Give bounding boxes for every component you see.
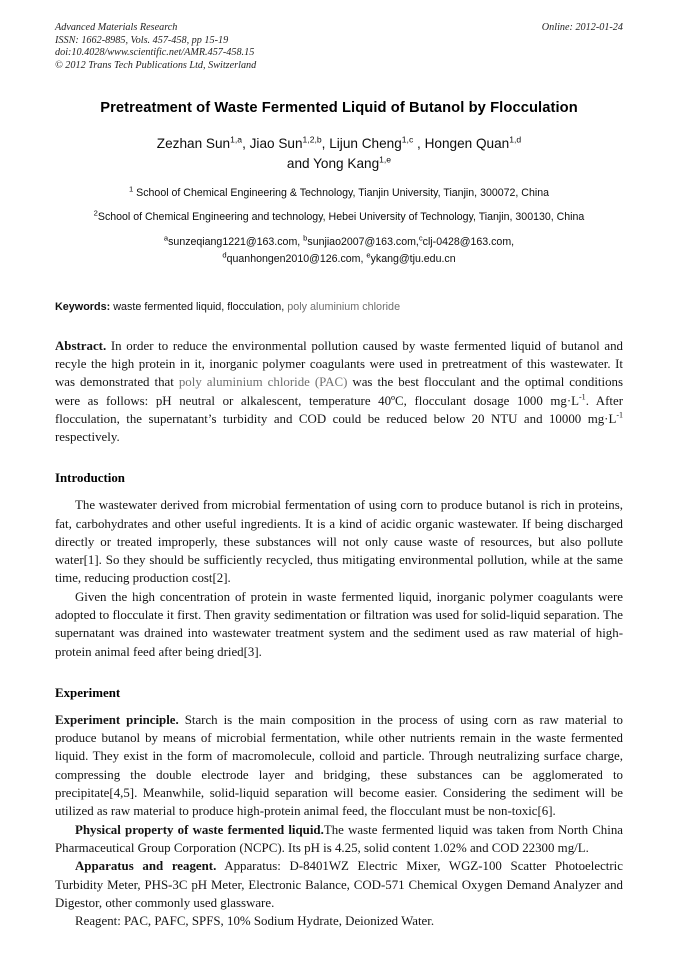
email-address[interactable]: clj-0428@163.com, [422, 236, 515, 248]
email-block [55, 234, 623, 268]
section-heading-introduction: Introduction [55, 471, 125, 486]
reagent-paragraph: Reagent: PAC, PAFC, SPFS, 10% Sodium Hydrate, Deionized Water. [75, 914, 435, 929]
apparatus-paragraph [55, 857, 623, 912]
author-entry: Jiao Sun$^{1,2,b}$, [249, 134, 330, 151]
experiment-principle-text: Starch is the main composition in the process of using corn as raw material to produce butanol by means of microbial fermentation, while other nutrients remain in the waste fermented liquid. They exist in the form of macromolecule, colloid and particle. Through neutralizing surface charge, compressing the double electrode layer and bridging, these substances can be agglomerated to precipitate[4,5]. Meanwhile, solid-liquid separation will become easier. Considering the sediment will be utilized as raw material to produce high-protein animal feed, the flocculant must be non-toxic[6]. [55, 712, 623, 819]
abstract-label: Abstract. [55, 339, 107, 353]
author-list [55, 134, 623, 174]
abstract-superscript-1: -1 [579, 392, 586, 402]
email-marker: e [366, 250, 371, 260]
email-address[interactable]: sunzeqiang1221@163.com, [168, 236, 304, 248]
abstract-text-1: In order to reduce the environmental pollution caused by waste fermented liquid of butanol and recyle the high protein in it, inorganic polymer coagulants were used in pretreatment of this wastewater. It was demonstrated that [55, 339, 623, 390]
email-address[interactable]: sunjiao2007@163.com, [307, 236, 419, 248]
email-marker: d [222, 250, 227, 260]
apparatus-lead: Apparatus and reagent. [75, 859, 217, 874]
abstract-text-2: was the best flocculant and the optimal conditions were as follows: pH neutral or alkalescent, temperature 40ºC, flocculant dosage 1000 mg·L [55, 375, 623, 408]
author-affil-marker: 1,e [379, 154, 392, 165]
abstract-text-3: . After flocculation, the supernatant’s turbidity and COD could be reduced below 20 NTU and 10000 mg·L [55, 393, 623, 426]
affiliation-marker: 2 [93, 208, 98, 218]
author-entry: Zezhan Sun$^{1,a}$, [156, 134, 250, 151]
abstract [55, 337, 623, 446]
introduction-paragraph-1: The wastewater derived from microbial fermentation of using corn to produce butanol is rich in proteins, fat, carbohydrates and other useful ingredients. It is a kind of acidic organic wastewater. If being discharged directly or treated improperly, these substances will not only cause waste of resources, but also pollute water[1]. So they should be sufficiently recycled, thus mitigating environmental pollution, while at the same time, reducing production cost[2]. [55, 498, 623, 586]
email-line-2 [55, 251, 623, 268]
email-address[interactable]: ykang@tju.edu.cn [370, 253, 456, 265]
email-marker: c [418, 233, 423, 243]
author-affil-marker: 1,2,b [302, 134, 322, 145]
affiliation-1: $^1$ School of Chemical Engineering & Technology, Tianjin University, Tianjin, 300072, China [129, 184, 549, 199]
author-entry: Hongen Quan$^{1,d}$ [424, 134, 522, 151]
author-affil-marker: 1,c [401, 134, 414, 145]
abstract-text-4: respectively. [55, 430, 120, 445]
apparatus-text: Apparatus: D-8401WZ Electric Mixer, WGZ-100 Scatter Photoelectric Turbidity Meter, PHS-3C pH Meter, Electronic Balance, COD-571 Chemical Oxygen Demand Analyzer and Digestor, other commonly used glassware. [55, 859, 623, 910]
masthead [55, 22, 623, 78]
copyright-line: © 2012 Trans Tech Publications Ltd, Switzerland [55, 59, 257, 71]
author-affil-marker: 1,a [230, 134, 243, 145]
keywords-label: Keywords: [55, 301, 111, 313]
doi-line: doi:10.4028/www.scientific.net/AMR.457-458.15 [55, 47, 255, 59]
email-marker: b [303, 233, 308, 243]
experiment-principle-lead: Experiment principle. [55, 712, 179, 727]
author-affil-marker: 1,d [509, 134, 522, 145]
affiliation-block [55, 186, 623, 225]
journal-name: Advanced Materials Research [55, 22, 178, 33]
author-entry: Lijun Cheng$^{1,c}$ , [329, 134, 425, 151]
abstract-superscript-2: -1 [616, 410, 623, 420]
abstract-highlight-phrase: poly aluminium chloride (PAC) [178, 375, 348, 390]
email-address[interactable]: quanhongen2010@126.com, [226, 253, 367, 265]
masthead-left [55, 22, 475, 72]
paper-title: Pretreatment of Waste Fermented Liquid of Butanol by Flocculation [100, 100, 578, 116]
introduction-paragraph-2: Given the high concentration of protein in waste fermented liquid, inorganic polymer coagulants were adopted to flocculate it first. Then gravity sedimentation or filtration was used for solid-liquid separation. The supernatant was drained into wastewater treatment system and the sediment used as raw material of high-protein animal feed after being dried[3]. [55, 589, 623, 659]
affiliation-marker: 1 [129, 184, 134, 194]
author-line-2: and Yong Kang$^{1,e}$ [286, 154, 392, 171]
keywords-values-highlight: poly aluminium chloride [284, 301, 401, 313]
section-heading-experiment: Experiment [55, 685, 121, 700]
email-marker: a [163, 233, 169, 243]
keywords-values: waste fermented liquid, flocculation, [110, 301, 285, 313]
email-line-1 [55, 234, 623, 251]
physical-property-text: The waste fermented liquid was taken from North China Pharmaceutical Group Corporation (NCPC). Its pH is 4.25, solid content 1.02% and COD 22300 mg/L. [55, 822, 624, 855]
physical-property-lead: Physical property of waste fermented liquid. [75, 822, 324, 837]
online-date: Online: 2012-01-24 [541, 22, 623, 33]
affiliation-2: $^2$School of Chemical Engineering and technology, Hebei University of Technology, Tianjin, 300130, China [93, 208, 585, 223]
keywords-line [55, 300, 623, 315]
issn-line: ISSN: 1662-8985, Vols. 457-458, pp 15-19 [55, 34, 229, 46]
author-line-1 [55, 134, 623, 154]
experiment-principle-paragraph [55, 711, 623, 821]
physical-property-paragraph [55, 821, 623, 858]
